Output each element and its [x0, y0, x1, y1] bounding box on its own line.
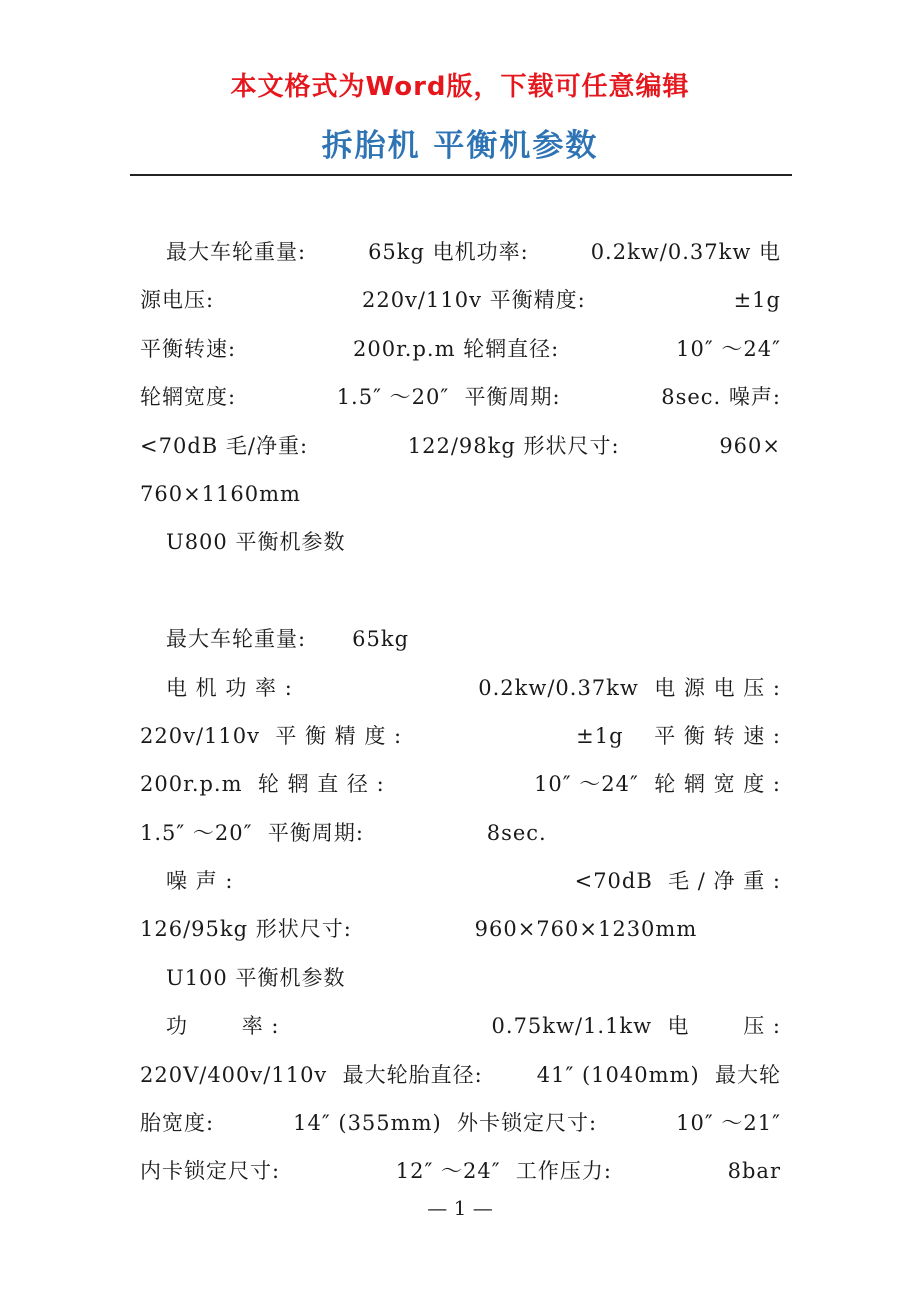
spec-text: 最大车轮重量: [166, 240, 307, 264]
spec-text: 0.75kw/1.1kw 电 压 : [491, 1014, 781, 1039]
spec-text: 220v/110v 平衡精度: [361, 288, 586, 313]
spec-line [140, 474, 781, 522]
spec-text: 220v/110v 平 衡 精 度 : [140, 723, 403, 748]
spec-text: 126/95kg 形状尺寸: [140, 917, 352, 942]
spec-line [140, 764, 781, 812]
spec-text: 960×760×1230mm [351, 917, 698, 942]
spec-text: 14″ (355mm) 外卡锁定尺寸: [293, 1111, 598, 1136]
page-number: — 1 — [427, 1196, 493, 1220]
spec-text: 1.5″ ～20″ 平衡周期: [140, 820, 364, 845]
spec-text: 轮辋宽度: [140, 385, 237, 410]
spec-text: 最大车轮重量: [166, 627, 307, 652]
format-notice-banner: 本文格式为Word版，下载可任意编辑 [230, 72, 690, 102]
spec-line [140, 280, 781, 328]
spec-text: 0.2kw/0.37kw 电 [590, 240, 781, 264]
spec-line [140, 813, 781, 861]
spec-text: 0.2kw/0.37kw 电 源 电 压 : [478, 675, 781, 700]
spec-line [140, 861, 781, 909]
spec-line [140, 426, 781, 474]
spec-text: 200r.p.m 轮辋直径: [352, 336, 560, 361]
spec-text: U100 平衡机参数 [166, 965, 346, 990]
spec-line [140, 522, 781, 570]
spec-text: ±1g [733, 288, 781, 313]
spec-line [140, 1151, 781, 1199]
spec-line [140, 571, 781, 619]
spec-text: 200r.p.m 轮 辋 直 径 : [140, 772, 385, 797]
spec-line [140, 958, 781, 1006]
spec-line [140, 377, 781, 425]
spec-line [140, 1006, 781, 1054]
spec-text: 10″ ～21″ [676, 1111, 781, 1136]
spec-line [140, 329, 781, 377]
spec-text: U800 平衡机参数 [166, 530, 346, 555]
spec-line [140, 716, 781, 764]
spec-text: 960× [719, 433, 781, 458]
spec-text: 41″ (1040mm) 最大轮 [536, 1062, 781, 1087]
spec-text: <70dB 毛/净重: [140, 433, 309, 458]
spec-text: 内卡锁定尺寸: [140, 1159, 281, 1184]
spec-text: 10″ ～24″ 轮 辋 宽 度 : [534, 772, 781, 797]
spec-line [140, 619, 781, 667]
document-title: 拆胎机 平衡机参数 [321, 128, 599, 164]
spec-text: 12″ ～24″ 工作压力: [395, 1159, 612, 1184]
spec-text: 平衡转速: [140, 336, 237, 361]
spec-text: 8bar [727, 1159, 781, 1184]
spec-line [140, 668, 781, 716]
spec-text: 胎宽度: [140, 1111, 215, 1136]
spec-text: 220V/400v/110v 最大轮胎直径: [140, 1062, 483, 1087]
spec-text: 电 机 功 率 : [166, 675, 293, 700]
spec-text: ±1g 平 衡 转 速 : [576, 723, 781, 748]
spec-text: 1.5″ ～20″ 平衡周期: [336, 385, 561, 410]
spec-line [140, 232, 781, 280]
spec-text: 760×1160mm [140, 481, 301, 506]
title-divider [130, 174, 792, 176]
spec-text: 8sec. [363, 820, 547, 845]
spec-text: <70dB 毛 / 净 重 : [574, 869, 781, 894]
spec-line [140, 1103, 781, 1151]
spec-text: 65kg [306, 627, 410, 652]
spec-text: 噪 声 : [166, 869, 234, 894]
spec-text: 8sec. 噪声: [661, 385, 781, 410]
spec-text: 122/98kg 形状尺寸: [407, 433, 620, 458]
spec-text: 65kg 电机功率: [368, 240, 529, 264]
document-body [140, 232, 781, 1200]
spec-line [140, 909, 781, 957]
spec-line [140, 1055, 781, 1103]
spec-text: 源电压: [140, 288, 215, 313]
spec-text: 10″ ～24″ [676, 336, 781, 361]
spec-text: 功 率 : [166, 1014, 280, 1039]
